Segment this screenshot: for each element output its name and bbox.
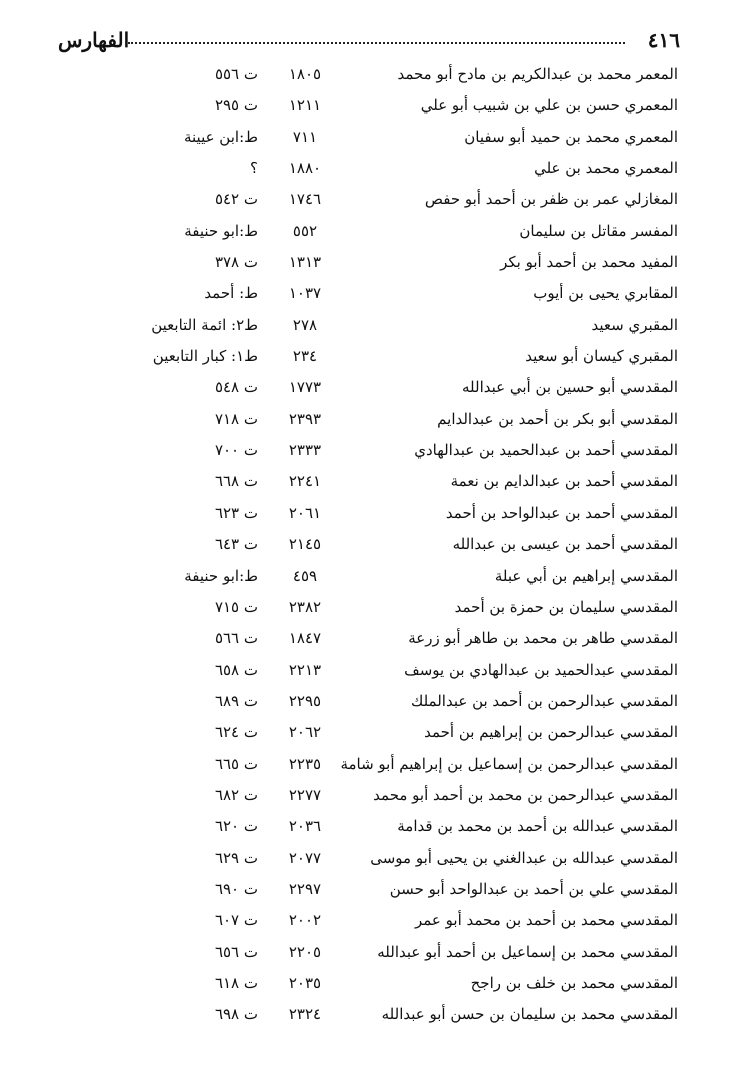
entry-note: ت ٦٩٠ <box>214 879 258 898</box>
index-entry-row <box>0 658 746 689</box>
entry-number: ٤٥٩ <box>292 566 318 585</box>
entry-name: المقدسي أبو حسين بن أبي عبدالله <box>461 378 678 397</box>
entry-name: المفيد محمد بن أحمد أبو بكر <box>500 253 678 272</box>
entry-name: المقدسي إبراهيم بن أبي عبلة <box>494 566 678 585</box>
entry-number: ١٨٤٧ <box>288 629 322 648</box>
index-entry-row <box>0 564 746 595</box>
entry-note: ت ٦٠٧ <box>214 911 258 930</box>
index-entry-row <box>0 313 746 344</box>
entry-note: ت ٦٢٠ <box>214 817 258 836</box>
index-entry-row <box>0 375 746 406</box>
entry-name: المعمري محمد بن حميد أبو سفيان <box>464 127 678 146</box>
entry-number: ٢٢٠٥ <box>288 942 322 961</box>
index-entry-row <box>0 187 746 218</box>
entry-name: المقدسي أحمد بن عبدالحميد بن عبدالهادي <box>414 441 678 460</box>
index-entry-row <box>0 407 746 438</box>
entry-name: المقدسي عبدالرحمن بن محمد بن أحمد أبو محمد <box>373 785 678 804</box>
index-entry-row <box>0 1002 746 1033</box>
entry-number: ٢٣٢٤ <box>288 1005 322 1024</box>
entry-number: ١٨٠٥ <box>288 65 322 83</box>
entry-number: ٢٢١٣ <box>288 660 322 679</box>
entry-number: ٢٢٤١ <box>288 472 322 491</box>
index-entry-row <box>0 971 746 1002</box>
entry-number: ١٧٤٦ <box>288 190 322 209</box>
entry-note: ت ٦٦٨ <box>214 472 258 491</box>
entry-note: ت ٦٥٨ <box>214 660 258 679</box>
entry-number: ٢٣٣٣ <box>288 441 322 460</box>
index-entry-row <box>0 814 746 845</box>
entry-note: ت ٦٩٨ <box>214 1005 258 1024</box>
entry-name: المقدسي محمد بن خلف بن راجح <box>470 973 678 992</box>
entry-name: المقدسي عبدالرحمن بن إبراهيم بن أحمد <box>424 723 678 742</box>
entry-number: ٢٣٩٣ <box>288 409 322 428</box>
entry-name: المقدسي محمد بن سليمان بن حسن أبو عبدالله <box>381 1005 678 1024</box>
index-entry-row <box>0 752 746 783</box>
entry-note: ت ٦٨٢ <box>214 785 258 804</box>
entry-name: المقابري يحيى بن أيوب <box>533 284 678 303</box>
entry-note: ت ٥٦٦ <box>214 629 258 648</box>
entry-name: المقدسي عبدالرحمن بن أحمد بن عبدالملك <box>410 691 678 710</box>
index-entry-row <box>0 908 746 939</box>
entry-note: ط:ابو حنيفة <box>184 566 258 585</box>
entry-note: ت ٥٥٦ <box>214 65 258 83</box>
entry-number: ٢٣٤ <box>292 347 318 366</box>
entry-number: ١٧٧٣ <box>288 378 322 397</box>
entry-number: ٥٥٢ <box>292 221 318 240</box>
entry-note: ت ٦١٨ <box>214 973 258 992</box>
index-entry-row <box>0 438 746 469</box>
index-entry-row <box>0 689 746 720</box>
entry-name: المقدسي محمد بن أحمد بن محمد أبو عمر <box>414 911 678 930</box>
entry-name: المقدسي علي بن أحمد بن عبدالواحد أبو حسن <box>389 879 678 898</box>
index-entries <box>0 62 746 1034</box>
entry-number: ٢٠٠٢ <box>288 911 322 930</box>
index-entry-row <box>0 469 746 500</box>
entry-note: ت ٣٧٨ <box>214 253 258 272</box>
entry-number: ٢١٤٥ <box>288 535 322 554</box>
entry-name: المقدسي أحمد بن عيسى بن عبدالله <box>452 535 678 554</box>
entry-note: ت ٦٥٦ <box>214 942 258 961</box>
entry-number: ٢٠٣٦ <box>288 817 322 836</box>
entry-number: ٧١١ <box>292 127 318 146</box>
entry-name: المقبري سعيد <box>591 315 678 334</box>
index-entry-row <box>0 281 746 312</box>
entry-note: ت ٦٢٣ <box>214 503 258 522</box>
entry-name: المقدسي أحمد بن عبدالواحد بن أحمد <box>445 503 678 522</box>
entry-name: المقدسي أحمد بن عبدالدايم بن نعمة <box>450 472 678 491</box>
entry-name: المقدسي عبدالله بن عبدالغني بن يحيى أبو موسى <box>370 848 678 867</box>
index-entry-row <box>0 846 746 877</box>
entry-note: ت ٦٢٤ <box>214 723 258 742</box>
entry-note: ت ٧١٨ <box>214 409 258 428</box>
index-entry-row <box>0 501 746 532</box>
index-entry-row <box>0 940 746 971</box>
entry-note: ت ٦٤٣ <box>214 535 258 554</box>
entry-number: ١٠٣٧ <box>288 284 322 303</box>
entry-name: المغازلي عمر بن ظفر بن أحمد أبو حفص <box>424 190 678 209</box>
entry-number: ٢٠٦١ <box>288 503 322 522</box>
index-entry-row <box>0 62 746 93</box>
entry-number: ٢٢٩٥ <box>288 691 322 710</box>
entry-name: المقدسي عبدالله بن أحمد بن محمد بن قدامة <box>397 817 678 836</box>
entry-note: ت ٥٤٨ <box>214 378 258 397</box>
index-entry-row <box>0 219 746 250</box>
entry-name: المعمري محمد بن علي <box>534 159 678 178</box>
entry-number: ١٢١١ <box>288 96 322 115</box>
index-entry-row <box>0 93 746 124</box>
header-dotted-leader <box>128 42 625 44</box>
entry-number: ٢٠٣٥ <box>288 973 322 992</box>
index-entry-row <box>0 783 746 814</box>
index-entry-row <box>0 344 746 375</box>
entry-note: ت ٦٦٥ <box>214 754 258 773</box>
index-entry-row <box>0 595 746 626</box>
entry-number: ٢٣٨٢ <box>288 597 322 616</box>
entry-name: المقدسي طاهر بن محمد بن طاهر أبو زرعة <box>408 629 678 648</box>
page-number: ٤١٦ <box>647 28 680 52</box>
entry-note: ت ٢٩٥ <box>214 96 258 115</box>
entry-number: ٢٢٩٧ <box>288 879 322 898</box>
entry-name: المفسر مقاتل بن سليمان <box>519 221 678 240</box>
entry-number: ١٣١٣ <box>288 253 322 272</box>
index-entry-row <box>0 250 746 281</box>
entry-note: ط:ابو حنيفة <box>184 221 258 240</box>
section-title: الفهارس <box>58 28 130 52</box>
entry-note: ط١: كبار التابعين <box>152 347 258 366</box>
entry-name: المقدسي عبدالرحمن بن إسماعيل بن إبراهيم أبو شامة <box>340 754 678 773</box>
entry-number: ٢٠٧٧ <box>288 848 322 867</box>
entry-note: ط:ابن عيينة <box>183 127 258 146</box>
entry-note: ت ٧٠٠ <box>214 441 258 460</box>
entry-note: ط: أحمد <box>204 284 258 303</box>
index-entry-row <box>0 877 746 908</box>
entry-number: ٢٠٦٢ <box>288 723 322 742</box>
entry-name: المقدسي أبو بكر بن أحمد بن عبدالدايم <box>437 409 678 428</box>
entry-note: ت ٦٢٩ <box>214 848 258 867</box>
entry-note: ؟ <box>250 159 258 178</box>
entry-name: المعمر محمد بن عبدالكريم بن مادح أبو محمد <box>397 65 678 83</box>
entry-number: ٢٢٣٥ <box>288 754 322 773</box>
entry-note: ت ٥٤٢ <box>214 190 258 209</box>
index-entry-row <box>0 156 746 187</box>
entry-name: المقدسي محمد بن إسماعيل بن أحمد أبو عبدالله <box>377 942 678 961</box>
entry-number: ٢٧٨ <box>292 315 318 334</box>
entry-note: ت ٦٨٩ <box>214 691 258 710</box>
index-entry-row <box>0 720 746 751</box>
index-entry-row <box>0 125 746 156</box>
page-header <box>58 28 680 54</box>
entry-note: ط٢: ائمة التابعين <box>151 315 258 334</box>
entry-name: المعمري حسن بن علي بن شبيب أبو علي <box>420 96 678 115</box>
entry-number: ٢٢٧٧ <box>288 785 322 804</box>
entry-name: المقبري كيسان أبو سعيد <box>525 347 678 366</box>
entry-name: المقدسي سليمان بن حمزة بن أحمد <box>454 597 678 616</box>
index-entry-row <box>0 626 746 657</box>
entry-number: ١٨٨٠ <box>288 159 322 178</box>
entry-note: ت ٧١٥ <box>214 597 258 616</box>
index-entry-row <box>0 532 746 563</box>
entry-name: المقدسي عبدالحميد بن عبدالهادي بن يوسف <box>404 660 678 679</box>
